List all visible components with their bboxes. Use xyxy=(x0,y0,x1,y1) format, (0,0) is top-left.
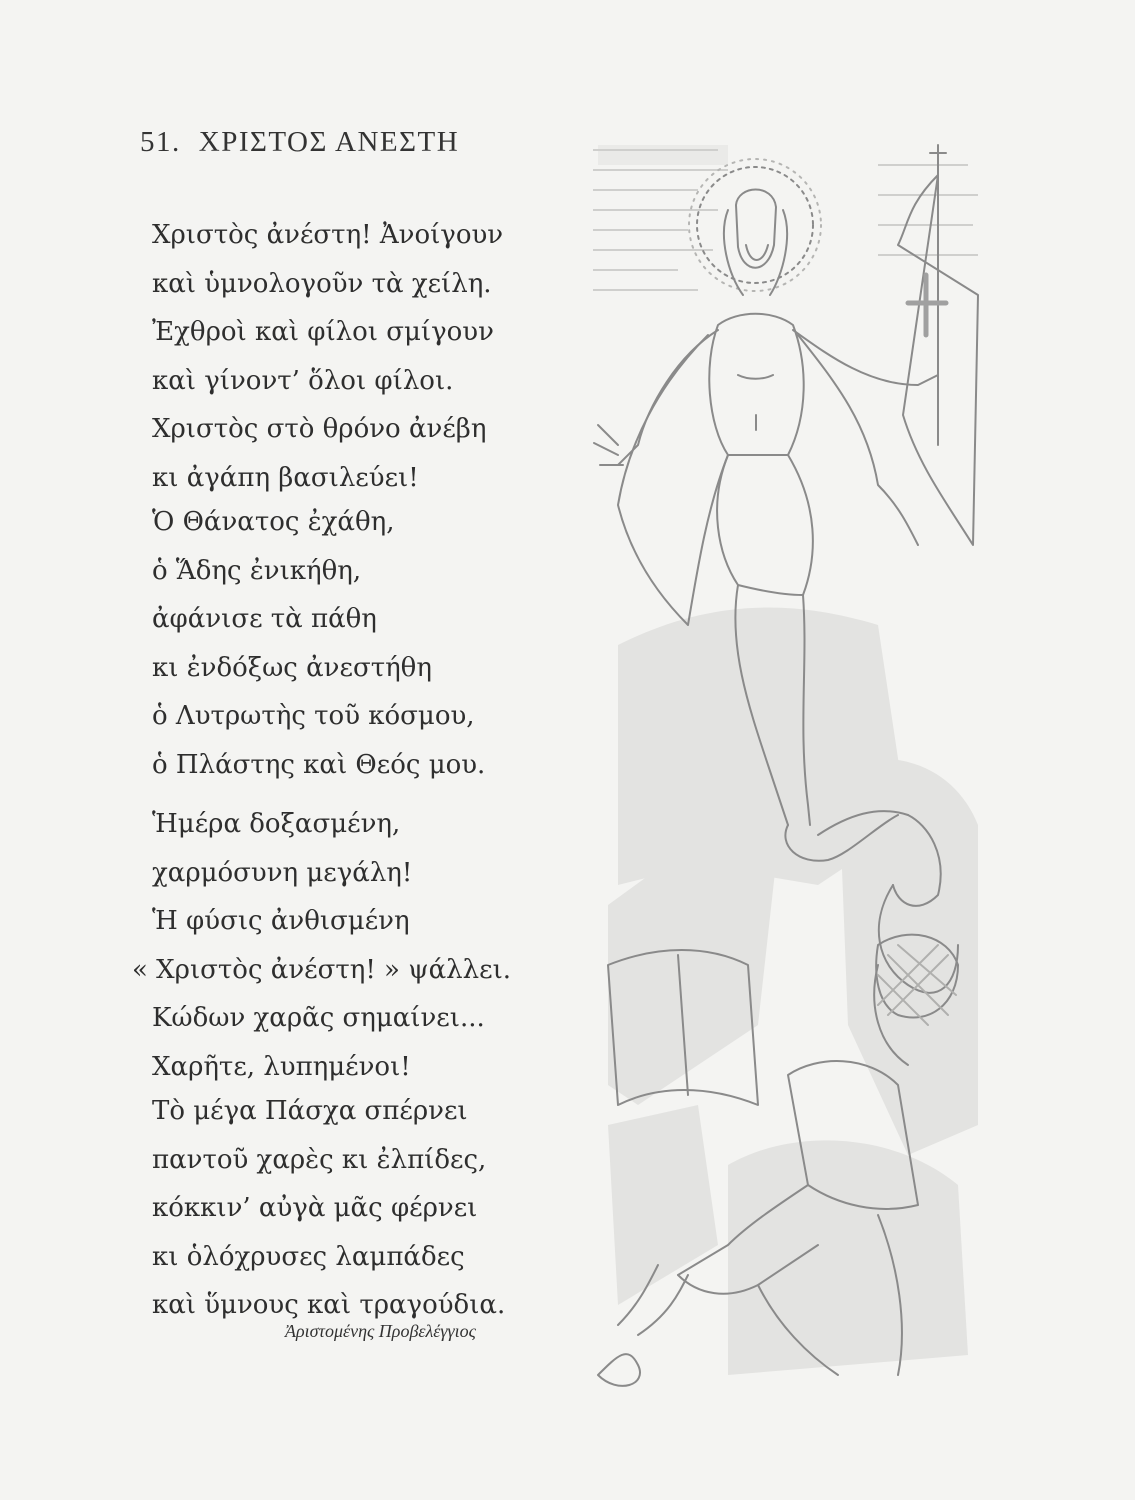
poem-title-text: ΧΡΙΣΤΟΣ ΑΝΕΣΤΗ xyxy=(198,126,460,158)
stanza-2 xyxy=(152,498,592,789)
verse-line: καὶ ὑμνολογοῦν τὰ χείλη. xyxy=(152,268,492,299)
verse-line: ὁ Πλάστης καὶ Θεός μου. xyxy=(152,749,486,780)
poem-author: Ἀριστομένης Προβελέγγιος xyxy=(285,1321,476,1341)
stanza-1 xyxy=(152,211,592,502)
resurrection-illustration xyxy=(578,125,998,1415)
verse-line: κι ὁλόχρυσες λαμπάδες xyxy=(152,1241,465,1272)
verse-line: Ἐχθροὶ καὶ φίλοι σμίγουν xyxy=(152,317,494,347)
verse-line: κι ἐνδόξως ἀνεστήθη xyxy=(152,652,432,683)
verse-line: Ὁ Θάνατος ἐχάθη, xyxy=(152,507,395,537)
verse-line: Ἡ φύσις ἀνθισμένη xyxy=(152,906,410,936)
verse-line: ἀφάνισε τὰ πάθη xyxy=(152,604,377,634)
verse-line: Ἡμέρα δοξασμένη, xyxy=(152,809,401,839)
stanza-4 xyxy=(152,1087,592,1330)
verse-line: ὁ Ἅδης ἐνικήθη, xyxy=(152,555,362,586)
verse-line: κι ἀγάπη βασιλεύει! xyxy=(152,462,419,493)
verse-line: « Χριστὸς ἀνέστη! » ψάλλει. xyxy=(132,954,512,985)
verse-line: Χριστὸς στὸ θρόνο ἀνέβη xyxy=(152,414,487,444)
verse-line: χαρμόσυνη μεγάλη! xyxy=(152,857,413,888)
poem-number: 51. xyxy=(140,126,181,158)
verse-line: κόκκιν’ αὐγὰ μᾶς φέρνει xyxy=(152,1193,478,1223)
poem-title xyxy=(140,126,459,159)
verse-line: καὶ γίνοντ’ ὅλοι φίλοι. xyxy=(152,365,454,396)
verse-line: Χαρῆτε, λυπημένοι! xyxy=(152,1051,411,1082)
stanza-3 xyxy=(132,800,592,1091)
verse-line: Τὸ μέγα Πάσχα σπέρνει xyxy=(152,1096,468,1126)
verse-line: ὁ Λυτρωτὴς τοῦ κόσμου, xyxy=(152,701,475,731)
verse-line: παντοῦ χαρὲς κι ἐλπίδες, xyxy=(152,1144,487,1175)
verse-line: καὶ ὕμνους καὶ τραγούδια. xyxy=(152,1290,506,1320)
verse-line: Χριστὸς ἀνέστη! Ἀνοίγουν xyxy=(152,220,504,250)
verse-line: Κώδων χαρᾶς σημαίνει... xyxy=(152,1003,485,1033)
